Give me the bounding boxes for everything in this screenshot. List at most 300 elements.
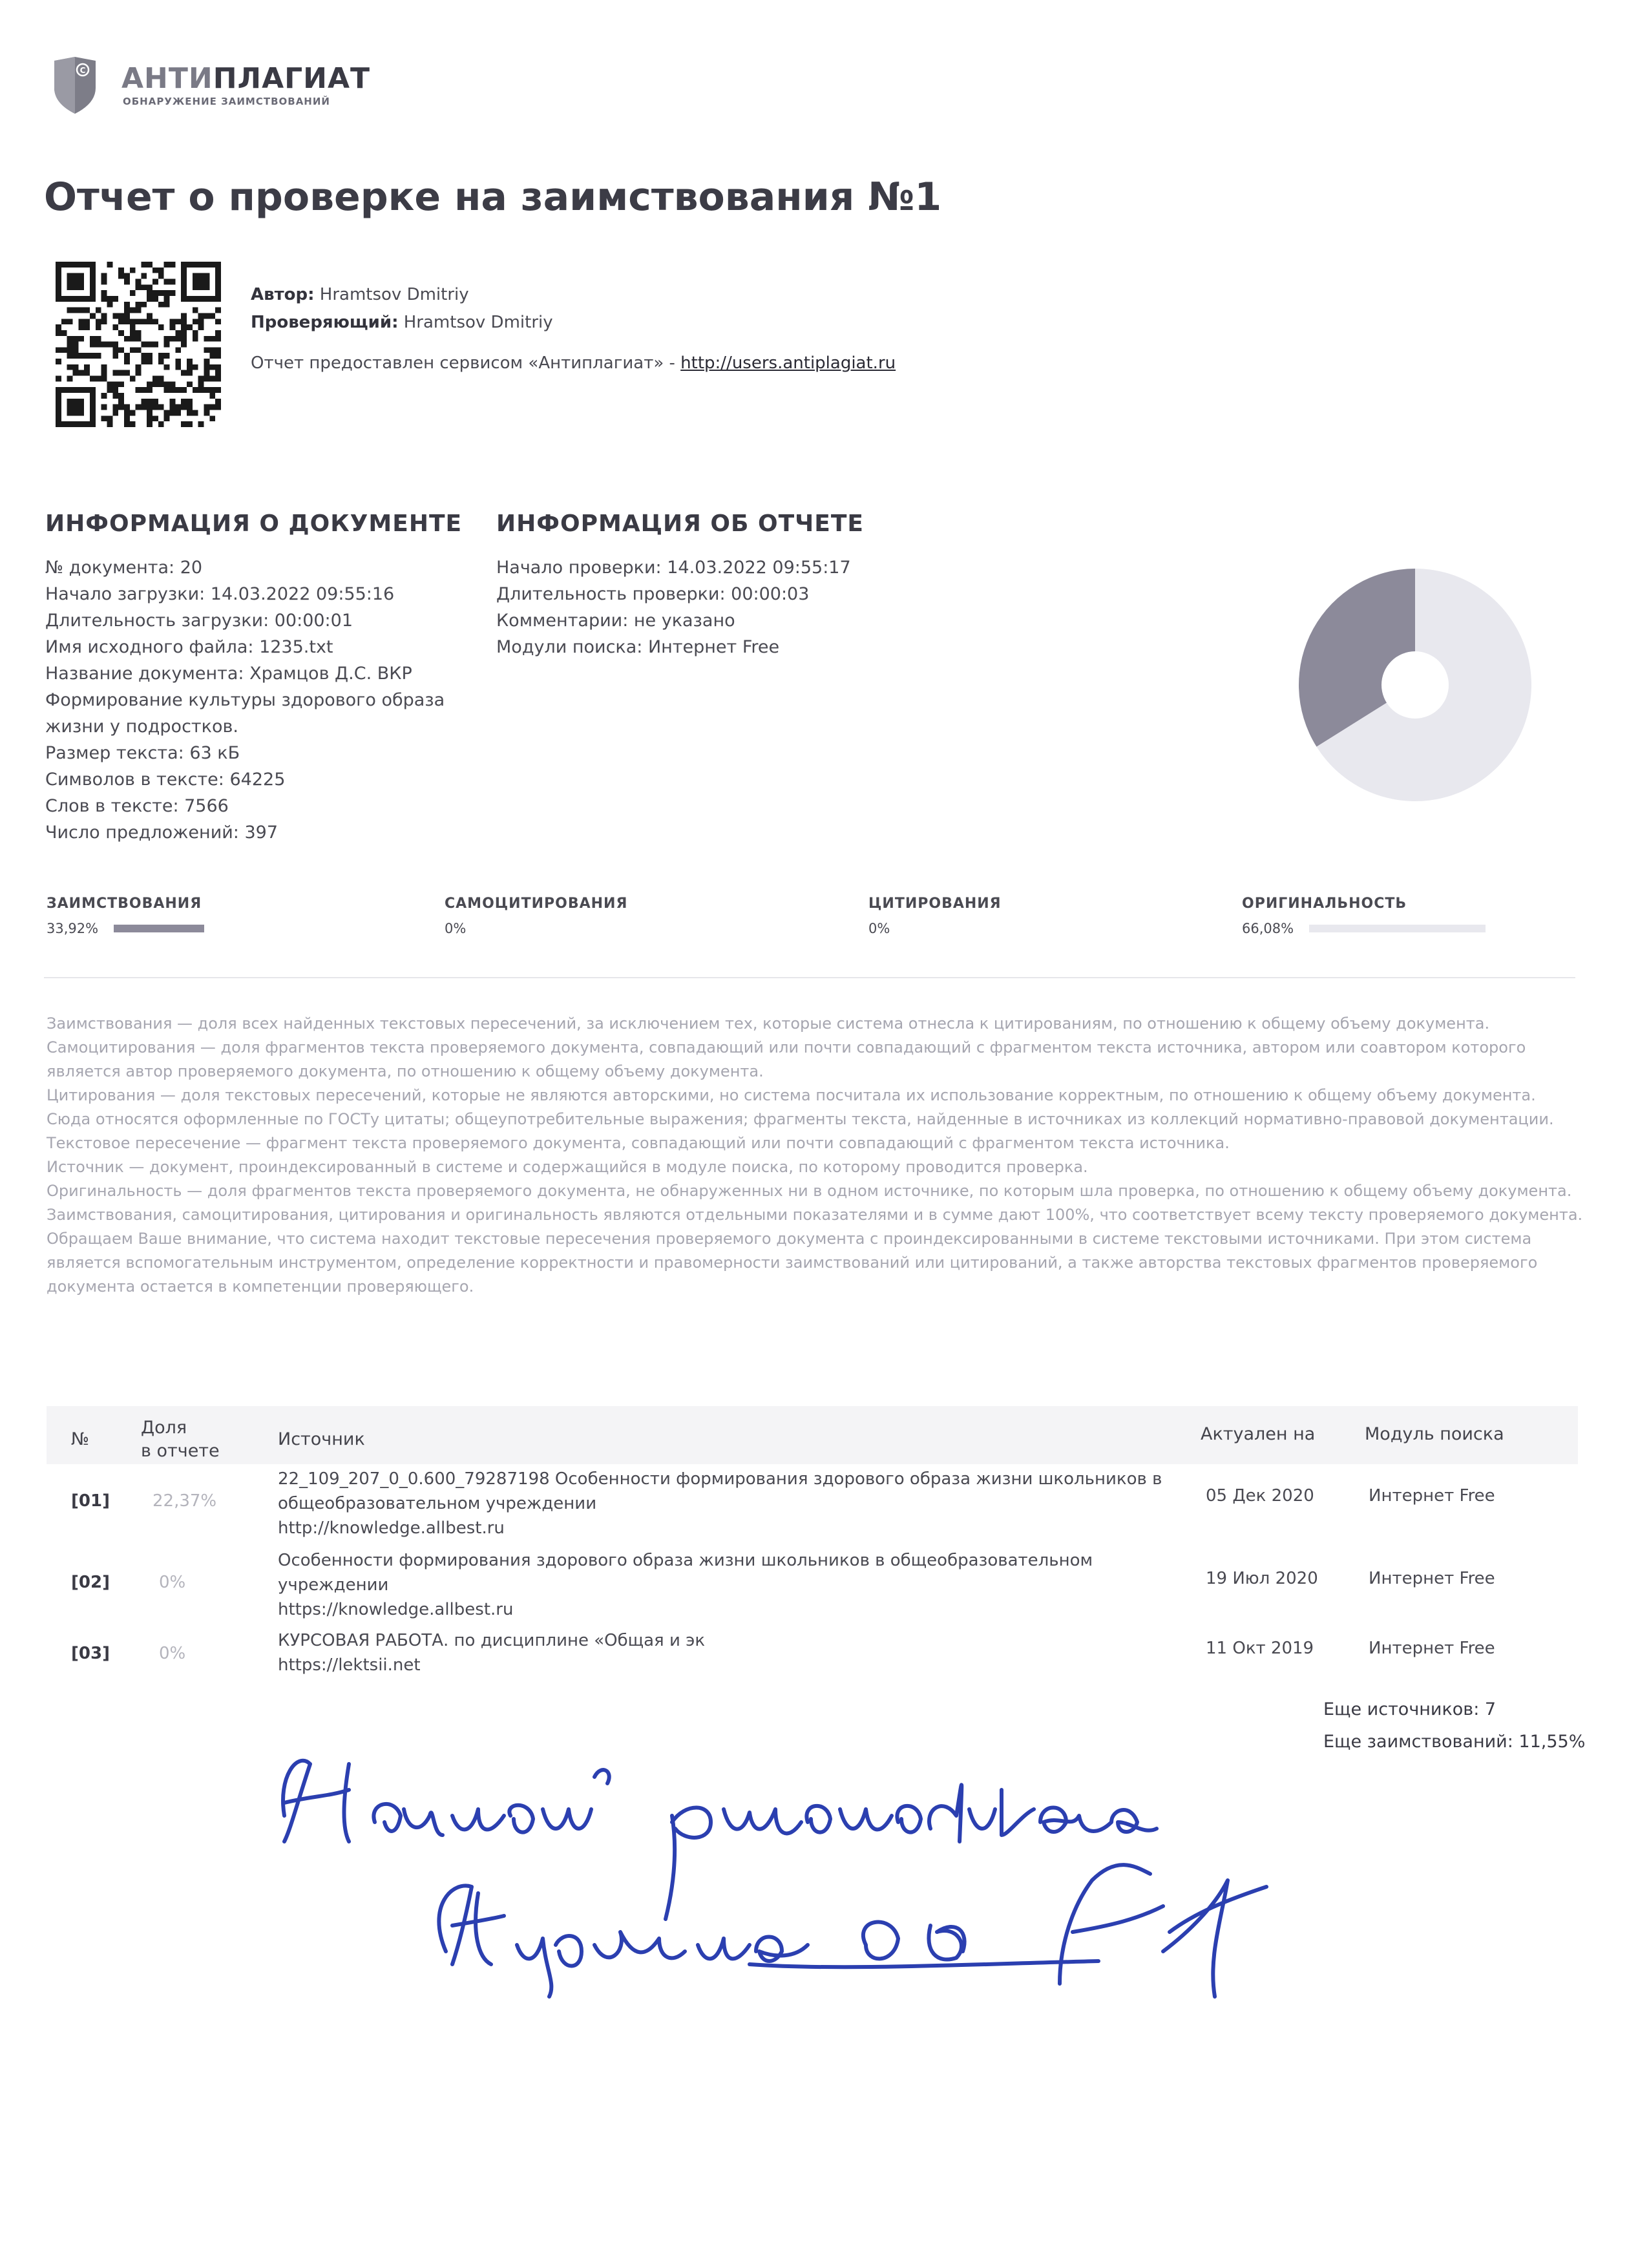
qr-module (112, 347, 118, 353)
qr-module (56, 324, 61, 330)
qr-module (209, 336, 215, 342)
row-num: [03] (71, 1644, 110, 1663)
qr-module (118, 273, 124, 279)
qr-module (78, 324, 84, 330)
report-info-row: Начало проверки: 14.03.2022 09:55:17 (496, 558, 851, 578)
qr-module (141, 353, 147, 359)
qr-module (96, 353, 101, 359)
qr-module (152, 381, 158, 387)
qr-module (152, 376, 158, 382)
qr-module (209, 364, 215, 370)
qr-module (72, 370, 78, 376)
row-share: 0% (159, 1644, 186, 1663)
qr-module (215, 353, 221, 359)
qr-module (215, 364, 221, 370)
qr-module (136, 278, 142, 284)
qr-module (170, 404, 176, 410)
qr-module (209, 376, 215, 382)
qr-module (175, 336, 181, 342)
qr-module (124, 273, 130, 279)
stat-citations (868, 896, 1002, 936)
qr-module (158, 359, 164, 364)
row-date: 11 Окт 2019 (1206, 1639, 1314, 1658)
doc-info-row: Символов в тексте: 64225 (45, 770, 286, 790)
qr-module (141, 262, 147, 268)
qr-module (198, 387, 204, 393)
qr-module (67, 342, 73, 348)
col-header-source: Источник (278, 1429, 365, 1449)
qr-module (118, 347, 124, 353)
qr-module (152, 399, 158, 404)
qr-module (170, 319, 176, 324)
qr-module (152, 268, 158, 273)
qr-module (107, 421, 112, 427)
doc-info-row: Начало загрузки: 14.03.2022 09:55:16 (45, 584, 395, 604)
source-url[interactable]: https://knowledge.allbest.ru (278, 1600, 514, 1619)
qr-module (84, 308, 90, 313)
qr-module (209, 415, 215, 421)
qr-module (101, 290, 107, 296)
qr-module (181, 342, 187, 348)
qr-module (61, 319, 67, 324)
qr-module (141, 387, 147, 393)
qr-module (158, 268, 164, 273)
qr-module (158, 324, 164, 330)
qr-module (112, 324, 118, 330)
checker-line: Проверяющий: Hramtsov Dmitriy (251, 313, 553, 332)
qr-module (170, 262, 176, 268)
section-divider (44, 977, 1575, 978)
brand-name: АНТИПЛАГИАТ (121, 62, 371, 95)
row-num: [01] (71, 1491, 110, 1511)
qr-module (215, 308, 221, 313)
qr-module (101, 393, 107, 399)
qr-module (147, 353, 152, 359)
qr-module (124, 415, 130, 421)
qr-module (175, 347, 181, 353)
qr-module (141, 399, 147, 404)
qr-module (118, 268, 124, 273)
qr-module (147, 410, 152, 416)
qr-module (170, 290, 176, 296)
qr-module (147, 319, 152, 324)
qr-module (181, 319, 187, 324)
report-info-row: Комментарии: не указано (496, 611, 735, 631)
qr-module (152, 342, 158, 348)
qr-module (67, 336, 73, 342)
qr-module (158, 353, 164, 359)
qr-module (187, 370, 193, 376)
qr-module (181, 404, 187, 410)
qr-module (78, 370, 84, 376)
doc-info-row: Размер текста: 63 кБ (45, 743, 240, 763)
stat-label: ЗАИМСТВОВАНИЯ (47, 896, 202, 912)
qr-module (124, 302, 130, 308)
qr-module (198, 313, 204, 319)
qr-module (198, 324, 204, 330)
qr-module (204, 364, 210, 370)
qr-module (130, 347, 136, 353)
qr-module (204, 336, 210, 342)
qr-module (164, 302, 170, 308)
qr-module (96, 308, 101, 313)
qr-module (84, 324, 90, 330)
qr-module (96, 319, 101, 324)
qr-module (164, 342, 170, 348)
source-title-line: КУРСОВАЯ РАБОТА. по дисциплине «Общая и эк (278, 1631, 706, 1650)
qr-module (187, 364, 193, 370)
qr-module (187, 399, 193, 404)
qr-module (72, 308, 78, 313)
more-sources: Еще источников: 7 (1323, 1699, 1497, 1719)
qr-module (112, 296, 118, 302)
qr-module (56, 376, 61, 382)
qr-module (136, 319, 142, 324)
qr-module (215, 404, 221, 410)
qr-module (152, 290, 158, 296)
qr-module (147, 296, 152, 302)
qr-module (170, 387, 176, 393)
qr-module (67, 273, 84, 290)
stat-bar (114, 925, 204, 932)
qr-module (181, 387, 187, 393)
table-row-source[interactable] (278, 1467, 1162, 1540)
qr-module (204, 387, 210, 393)
qr-module (187, 359, 193, 364)
definition-paragraph: Цитирования — доля текстовых пересечений, которые не являются авторскими, но система посчитала их использование корректным, по отношению к общему объему документа. Сюда относятся оформленные по ГОСТу цитаты; общеупотребительные выражения; фрагменты текста, найденные в источниках из коллекций нормативно-правовой документации. (47, 1086, 1554, 1128)
qr-module (204, 359, 210, 364)
qr-module (67, 308, 73, 313)
qr-module (67, 376, 73, 382)
qr-module (181, 399, 187, 404)
qr-module (72, 353, 78, 359)
qr-module (101, 364, 107, 370)
qr-module (67, 364, 73, 370)
qr-module (136, 330, 142, 336)
definition-paragraph: Обращаем Ваше внимание, что система находит текстовые пересечения проверяемого документа с проиндексированными в системе текстовыми источниками. При этом система является вспомогательным инструментом, определение корректности и правомерности заимствований или цитирований, а также авторства текстовых фрагментов проверяемого документа остается в компетенции проверяющего. (47, 1230, 1538, 1296)
qr-module (147, 421, 152, 427)
qr-module (130, 330, 136, 336)
qr-module (215, 387, 221, 393)
qr-module (72, 336, 78, 342)
qr-module (164, 387, 170, 393)
qr-module (193, 410, 198, 416)
qr-module (147, 381, 152, 387)
qr-module (96, 336, 101, 342)
qr-module (204, 376, 210, 382)
qr-module (90, 376, 96, 382)
source-title-line: 22_109_207_0_0.600_79287198 Особенности формирования здорового образа жизни школьников в (278, 1469, 1162, 1489)
qr-module (136, 284, 142, 290)
qr-module (107, 296, 112, 302)
source-title-line: Особенности формирования здорового образа жизни школьников в общеобразовательном (278, 1551, 1093, 1570)
qr-module (141, 302, 147, 308)
qr-module (170, 324, 176, 330)
qr-module (215, 330, 221, 336)
col-header-module: Модуль поиска (1365, 1424, 1504, 1444)
stat-value: 33,92% (47, 921, 99, 936)
row-module: Интернет Free (1369, 1486, 1495, 1506)
qr-module (141, 273, 147, 279)
qr-module (187, 421, 193, 427)
stat-label: ЦИТИРОВАНИЯ (868, 896, 1002, 912)
definition-paragraph: Заимствования — доля всех найденных текстовых пересечений, за исключением тех, которые система отнесла к цитированиям, по отношению к общему объему документа. (47, 1014, 1490, 1033)
qr-module (209, 393, 215, 399)
qr-module (124, 336, 130, 342)
qr-module (112, 313, 118, 319)
doc-info-row: Имя исходного файла: 1235.txt (45, 637, 333, 657)
qr-module (112, 342, 118, 348)
qr-module (164, 410, 170, 416)
qr-code-icon (56, 262, 221, 427)
col-header-share (141, 1416, 220, 1463)
qr-module (130, 376, 136, 382)
qr-module (209, 347, 215, 353)
stat-value: 66,08% (1242, 921, 1294, 936)
qr-module (198, 319, 204, 324)
qr-module (209, 313, 215, 319)
source-title-line: общеобразовательном учреждении (278, 1494, 597, 1513)
qr-module (124, 308, 130, 313)
qr-module (204, 410, 210, 416)
definition-paragraph: Самоцитирования — доля фрагментов текста проверяемого документа, совпадающий или почти совпадающий с фрагментом текста источника, автором или соавтором которого является автор проверяемого документа, по отношению к общему объему документа. (47, 1038, 1526, 1080)
qr-module (118, 404, 124, 410)
qr-module (152, 404, 158, 410)
qr-module (193, 364, 198, 370)
qr-module (141, 404, 147, 410)
stat-label: САМОЦИТИРОВАНИЯ (445, 896, 628, 912)
qr-module (170, 278, 176, 284)
qr-module (204, 404, 210, 410)
qr-module (78, 353, 84, 359)
row-date: 19 Июл 2020 (1206, 1569, 1318, 1588)
doc-info-row: жизни у подростков. (45, 717, 238, 737)
qr-module (124, 319, 130, 324)
qr-module (107, 381, 112, 387)
doc-info-row: Формирование культуры здорового образа (45, 690, 445, 710)
qr-module (181, 370, 187, 376)
qr-module (181, 324, 187, 330)
qr-module (56, 330, 61, 336)
qr-module (158, 376, 164, 382)
qr-module (175, 364, 181, 370)
doc-info-heading: ИНФОРМАЦИЯ О ДОКУМЕНТЕ (45, 510, 463, 537)
service-link[interactable]: http://users.antiplagiat.ru (680, 353, 896, 373)
qr-module (198, 381, 204, 387)
qr-module (136, 404, 142, 410)
qr-module (130, 290, 136, 296)
qr-module (170, 381, 176, 387)
row-share: 0% (159, 1573, 186, 1592)
qr-module (101, 313, 107, 319)
source-title-line: учреждении (278, 1575, 389, 1595)
doc-info-row: Название документа: Храмцов Д.С. ВКР (45, 664, 412, 684)
report-info-row: Длительность проверки: 00:00:03 (496, 584, 810, 604)
col-header-num: № (71, 1429, 90, 1449)
qr-module (147, 359, 152, 364)
col-header-share-line: Доля (141, 1418, 187, 1438)
qr-module (147, 387, 152, 393)
donut-hole (1381, 651, 1449, 719)
qr-module (198, 421, 204, 427)
qr-module (67, 399, 84, 415)
qr-module (175, 359, 181, 364)
qr-module (158, 302, 164, 308)
qr-module (107, 387, 112, 393)
qr-module (187, 404, 193, 410)
qr-module (193, 336, 198, 342)
qr-module (112, 387, 118, 393)
qr-module (112, 353, 118, 359)
qr-module (181, 330, 187, 336)
qr-module (152, 278, 158, 284)
author-name: Hramtsov Dmitriy (319, 285, 469, 304)
qr-module (136, 364, 142, 370)
qr-module (124, 353, 130, 359)
stat-value: 0% (868, 921, 890, 936)
qr-module (90, 342, 96, 348)
originality-donut-chart (1286, 556, 1544, 814)
qr-module (204, 370, 210, 376)
stat-originality (1242, 896, 1486, 936)
qr-module (141, 284, 147, 290)
more-borrowings: Еще заимствований: 11,55% (1323, 1732, 1586, 1752)
qr-module (112, 381, 118, 387)
qr-module (136, 387, 142, 393)
table-row-source[interactable] (278, 1548, 1093, 1622)
qr-module (130, 268, 136, 273)
qr-module (147, 415, 152, 421)
qr-module (175, 404, 181, 410)
qr-module (124, 421, 130, 427)
qr-module (136, 370, 142, 376)
qr-module (164, 262, 170, 268)
qr-module (67, 319, 73, 324)
qr-module (96, 342, 101, 348)
qr-module (56, 347, 61, 353)
handwritten-signature (258, 1738, 1396, 2010)
qr-module (107, 302, 112, 308)
source-url[interactable]: http://knowledge.allbest.ru (278, 1518, 505, 1538)
source-url[interactable]: https://lektsii.net (278, 1655, 421, 1675)
qr-module (215, 370, 221, 376)
service-line: Отчет предоставлен сервисом «Антиплагиат» - http://users.antiplagiat.ru (251, 353, 896, 373)
qr-module (130, 319, 136, 324)
row-module: Интернет Free (1369, 1639, 1495, 1658)
qr-module (147, 399, 152, 404)
qr-module (187, 324, 193, 330)
qr-module (175, 330, 181, 336)
qr-module (215, 376, 221, 382)
table-row-source[interactable] (278, 1628, 705, 1677)
col-header-actual: Актуален на (1201, 1424, 1316, 1444)
qr-module (118, 319, 124, 324)
qr-module (124, 278, 130, 284)
qr-module (136, 336, 142, 342)
qr-module (152, 319, 158, 324)
qr-module (193, 308, 198, 313)
checker-name: Hramtsov Dmitriy (403, 313, 553, 332)
qr-module (147, 313, 152, 319)
qr-module (147, 290, 152, 296)
row-date: 05 Дек 2020 (1206, 1486, 1314, 1506)
qr-module (124, 410, 130, 416)
qr-module (101, 404, 107, 410)
qr-module (136, 302, 142, 308)
qr-module (147, 342, 152, 348)
qr-module (72, 347, 78, 353)
qr-module (90, 336, 96, 342)
qr-module (101, 319, 107, 324)
stat-borrowings (47, 896, 204, 936)
qr-module (78, 308, 84, 313)
qr-module (130, 308, 136, 313)
report-info-list (496, 554, 851, 660)
qr-module (112, 410, 118, 416)
qr-module (141, 342, 147, 348)
qr-module (78, 336, 84, 342)
qr-module (101, 415, 107, 421)
qr-module (90, 313, 96, 319)
qr-module (84, 319, 90, 324)
qr-module (152, 296, 158, 302)
qr-module (164, 415, 170, 421)
qr-module (209, 387, 215, 393)
qr-module (136, 308, 142, 313)
report-info-row: Модули поиска: Интернет Free (496, 637, 780, 657)
qr-module (158, 290, 164, 296)
qr-module (130, 410, 136, 416)
qr-module (67, 353, 73, 359)
qr-module (72, 342, 78, 348)
qr-module (78, 319, 84, 324)
definition-paragraph: Оригинальность — доля фрагментов текста проверяемого документа, не обнаруженных ни в одном источнике, по которым шла проверка, по отношению к общему объему документа. (47, 1182, 1572, 1200)
qr-module (164, 364, 170, 370)
qr-module (158, 421, 164, 427)
row-share: 22,37% (152, 1491, 217, 1511)
qr-module (61, 347, 67, 353)
author-line: Автор: Hramtsov Dmitriy (251, 285, 469, 304)
qr-module (112, 393, 118, 399)
qr-module (136, 347, 142, 353)
qr-module (112, 404, 118, 410)
qr-module (209, 404, 215, 410)
qr-module (147, 404, 152, 410)
qr-module (147, 262, 152, 268)
report-info-heading: ИНФОРМАЦИЯ ОБ ОТЧЕТЕ (496, 510, 864, 537)
qr-module (130, 421, 136, 427)
stat-self-citations (445, 896, 627, 936)
qr-module (158, 404, 164, 410)
qr-module (118, 313, 124, 319)
qr-module (193, 330, 198, 336)
doc-info-row: Слов в тексте: 7566 (45, 796, 229, 816)
qr-module (84, 353, 90, 359)
qr-module (198, 376, 204, 382)
qr-module (164, 381, 170, 387)
qr-module (118, 399, 124, 404)
qr-module (164, 278, 170, 284)
qr-module (101, 370, 107, 376)
qr-module (107, 262, 112, 268)
qr-module (67, 347, 73, 353)
qr-module (170, 410, 176, 416)
qr-module (124, 404, 130, 410)
qr-module (187, 410, 193, 416)
svg-text:C: C (79, 66, 86, 75)
table-header (47, 1406, 1578, 1464)
qr-module (164, 296, 170, 302)
